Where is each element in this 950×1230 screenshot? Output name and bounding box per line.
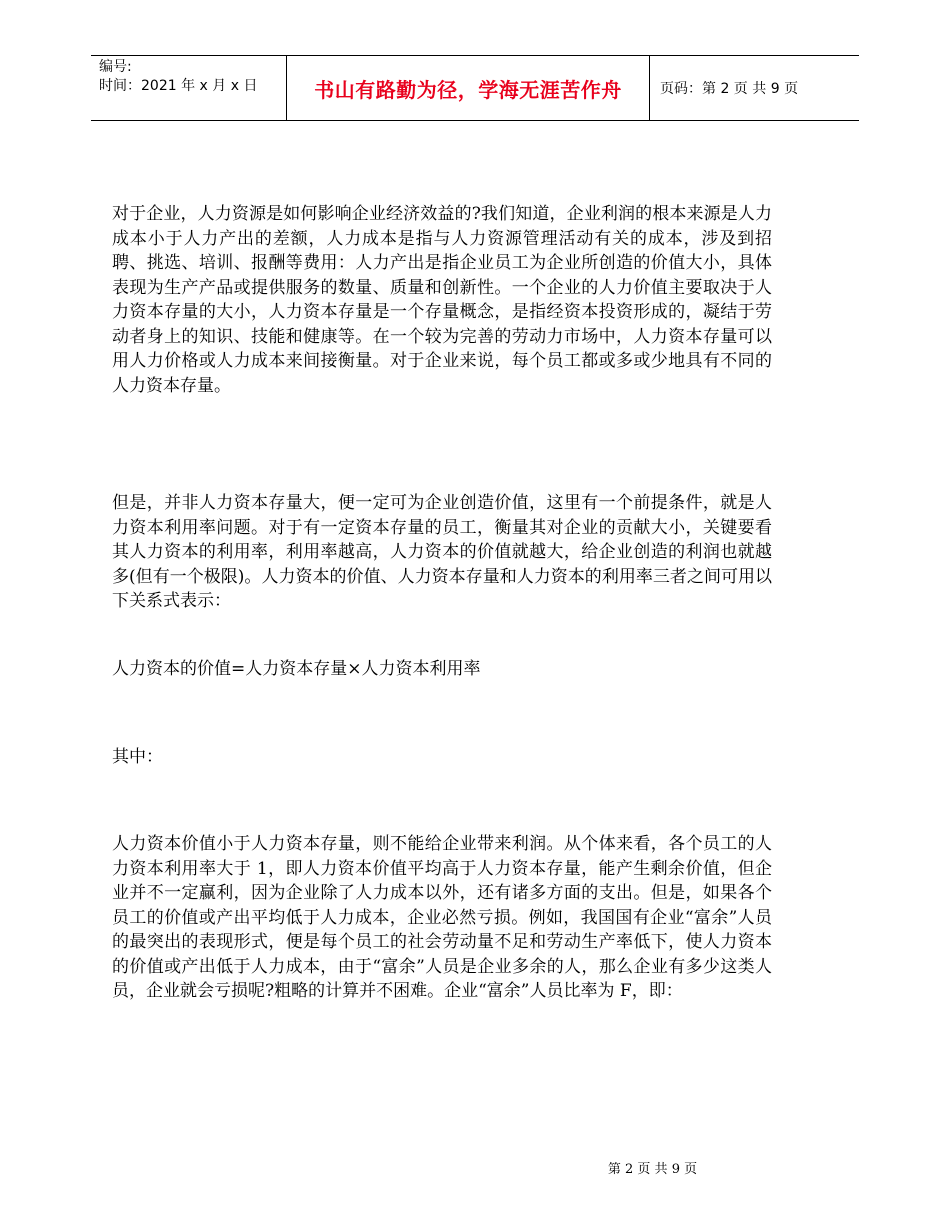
header-motto: 书山有路勤为径，学海无涯苦作舟 [287,56,650,120]
paragraph-capital-utilization: 但是，并非人力资本存量大，便一定可为企业创造价值，这里有一个前提条件，就是人力资本利用率问题。对于有一定资本存量的员工，衡量其对企业的贡献大小，关键要看其人力资本的利用率，利用率越高，人力资本的价值就越大，给企业创造的利润也就越多(但有一个极限)。人力资本的价值、人力资本存量和人力资本的利用率三者之间可用以下关系式表示： [112,493,772,611]
header-page-info: 页码：第 2 页 共 9 页 [660,81,799,97]
page-header [91,55,859,121]
paragraph-where: 其中： [112,747,163,767]
paragraph-human-resource-impact: 对于企业，人力资源是如何影响企业经济效益的?我们知道，企业利润的根本来源是人力成本小于人力产出的差额，人力成本是指与人力资源管理活动有关的成本，涉及到招聘、挑选、培训、报酬等费用：人力产出是指企业员工为企业所创造的价值大小，具体表现为生产产品或提供服务的数量、质量和创新性。一个企业的人力价值主要取决于人力资本存量的大小，人力资本存量是一个存量概念，是指经资本投资形成的，凝结于劳动者身上的知识、技能和健康等。在一个较为完善的劳动力市场中，人力资本存量可以用人力价格或人力成本来间接衡量。对于企业来说，每个员工都或多或少地具有不同的人力资本存量。 [112,204,772,396]
paragraph-surplus-staff: 人力资本价值小于人力资本存量，则不能给企业带来利润。从个体来看，各个员工的人力资本利用率大于 1，即人力资本价值平均高于人力资本存量，能产生剩余价值，但企业并不一定赢利，因为企业除了人力成本以外，还有诸多方面的支出。但是，如果各个员工的价值或产出平均低于人力成本，企业必然亏损。例如，我国国有企业“富余”人员的最突出的表现形式，便是每个员工的社会劳动量不足和劳动生产率低下，使人力资本的价值或产出低于人力成本，由于“富余”人员是企业多余的人，那么企业有多少这类人员，企业就会亏损呢?粗略的计算并不困难。企业“富余”人员比率为 F，即： [112,834,772,1001]
formula-line: 人力资本的价值=人力资本存量×人力资本利用率 [112,659,481,679]
document-time-label: 时间：2021 年 x 月 x 日 [99,78,258,94]
document-number-label: 编号: [99,59,132,75]
page-footer: 第 2 页 共 9 页 [607,1162,698,1177]
header-meta-cell [91,56,287,120]
